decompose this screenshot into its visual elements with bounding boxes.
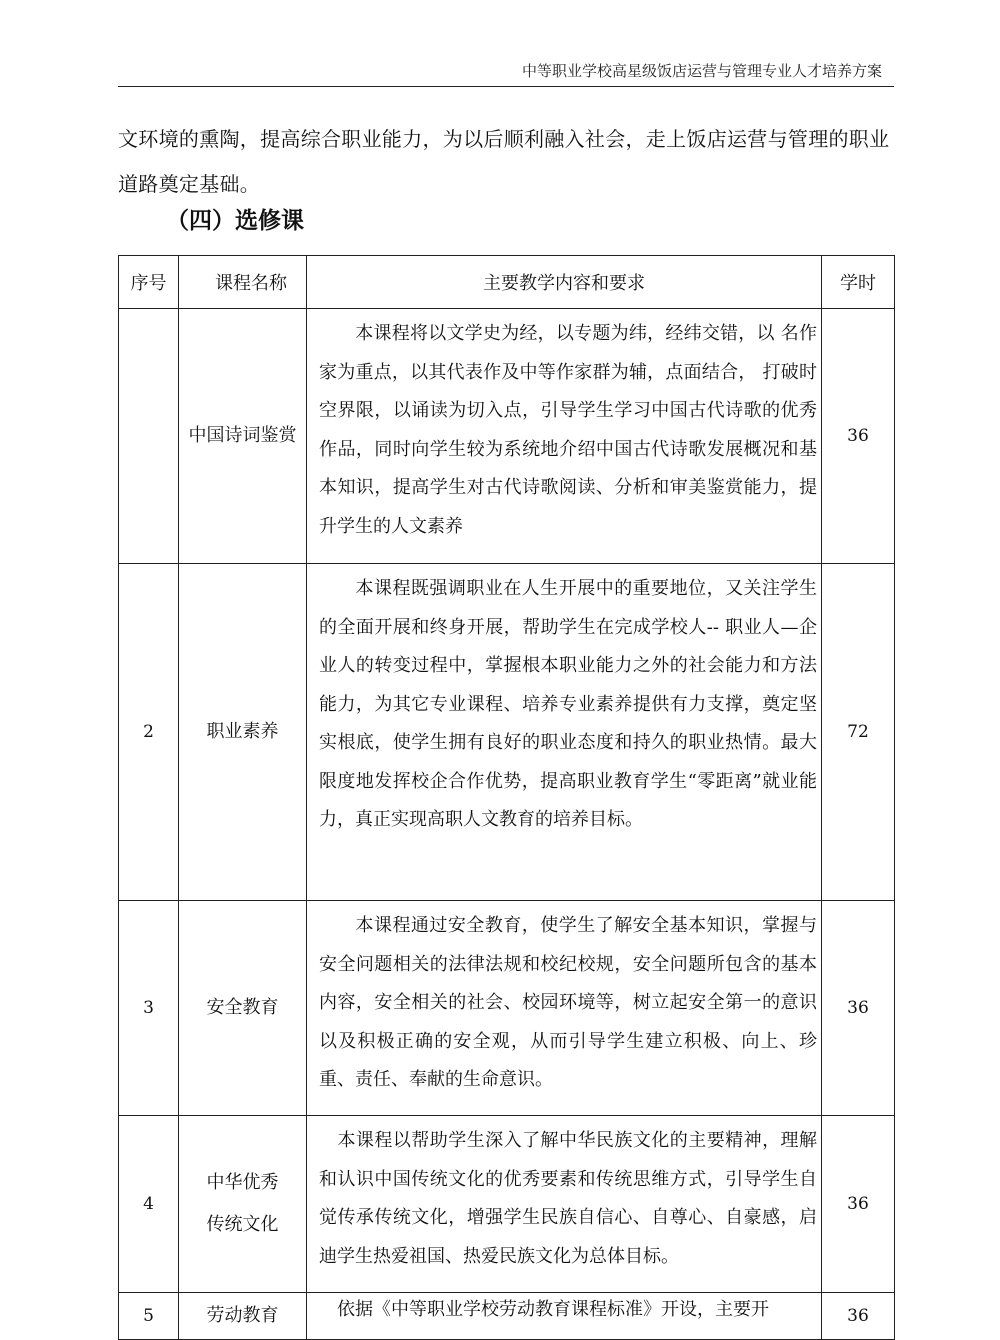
course-name-line-2: 传统文化 [206, 1214, 279, 1235]
row-num: 4 [119, 1116, 179, 1293]
intro-line-2: 道路奠定基础。 [118, 172, 261, 196]
table-row [119, 309, 895, 564]
course-content [307, 1293, 822, 1340]
course-name [179, 1116, 307, 1293]
course-content-text: 本课程以帮助学生深入了解中华民族文化的主要精神，理解和认识中国传统文化的优秀要素和传统思维方式，引导学生自觉传承传统文化，增强学生民族自信心、自尊心、自豪感，启迪学生热爱祖国、热爱民族文化为总体目标。 [319, 1130, 817, 1267]
running-header: 中等职业学校高星级饭店运营与管理专业人才培养方案 [521, 62, 882, 80]
elective-course-table [118, 255, 895, 1340]
course-hours: 36 [822, 1116, 895, 1293]
course-hours: 36 [822, 309, 895, 564]
course-hours: 36 [822, 1293, 895, 1340]
course-content [307, 309, 822, 564]
row-num: 3 [119, 901, 179, 1116]
row-num: 5 [119, 1293, 179, 1340]
course-name-line-1: 中华优秀 [206, 1172, 279, 1193]
table-row [119, 1116, 895, 1293]
course-name: 职业素养 [179, 564, 307, 901]
course-name: 安全教育 [179, 901, 307, 1116]
course-content [307, 901, 822, 1116]
course-hours: 72 [822, 564, 895, 901]
course-name: 劳动教育 [179, 1293, 307, 1340]
header-divider [118, 86, 894, 87]
intro-line-1: 文环境的熏陶，提高综合职业能力，为以后顺利融入社会，走上饭店运营与管理的职业 [118, 127, 890, 151]
header-num: 序号 [119, 256, 179, 309]
row-num [119, 309, 179, 564]
header-hours: 学时 [822, 256, 895, 309]
header-name: 课程名称 [179, 256, 307, 309]
course-name: 中国诗词鉴赏 [179, 309, 307, 564]
course-content-text: 本课程既强调职业在人生开展中的重要地位，又关注学生的全面开展和终身开展，帮助学生在完成学校人-- 职业人—企业人的转变过程中，掌握根本职业能力之外的社会能力和方法能力，为其它专业课程、培养专业素养提供有力支撑，奠定坚实根底，使学生拥有良好的职业态度和持久的职业热情。最大限度地发挥校企合作优势，提高职业教育学生“零距离”就业能力，真正实现高职人文教育的培养目标。 [319, 578, 817, 830]
header-content: 主要教学内容和要求 [307, 256, 822, 309]
intro-paragraph [118, 117, 898, 207]
course-hours: 36 [822, 901, 895, 1116]
course-content-text: 本课程通过安全教育，使学生了解安全基本知识，掌握与安全问题相关的法律法规和校纪校规，安全问题所包含的基本内容，安全相关的社会、校园环境等，树立起安全第一的意识以及积极正确的安全观，从而引导学生建立积极、向上、珍重、责任、奉献的生命意识。 [319, 915, 817, 1090]
course-content [307, 1116, 822, 1293]
table-row [119, 1293, 895, 1340]
row-num: 2 [119, 564, 179, 901]
course-content [307, 564, 822, 901]
table-row [119, 564, 895, 901]
course-content-text: 本课程将以文学史为经，以专题为纬，经纬交错，以 名作家为重点，以其代表作及中等作家群为辅，点面结合， 打破时空界限，以诵读为切入点，引导学生学习中国古代诗歌的优秀作品，同时向学生较为系统地介绍中国古代诗歌发展概况和基本知识，提高学生对古代诗歌阅读、分析和审美鉴赏能力，提升学生的人文素养 [319, 323, 817, 537]
table-header-row [119, 256, 895, 309]
section-title: （四）选修课 [166, 208, 304, 234]
table-row [119, 901, 895, 1116]
course-content-text: 依据《中等职业学校劳动教育课程标准》开设，主要开 [337, 1299, 769, 1320]
